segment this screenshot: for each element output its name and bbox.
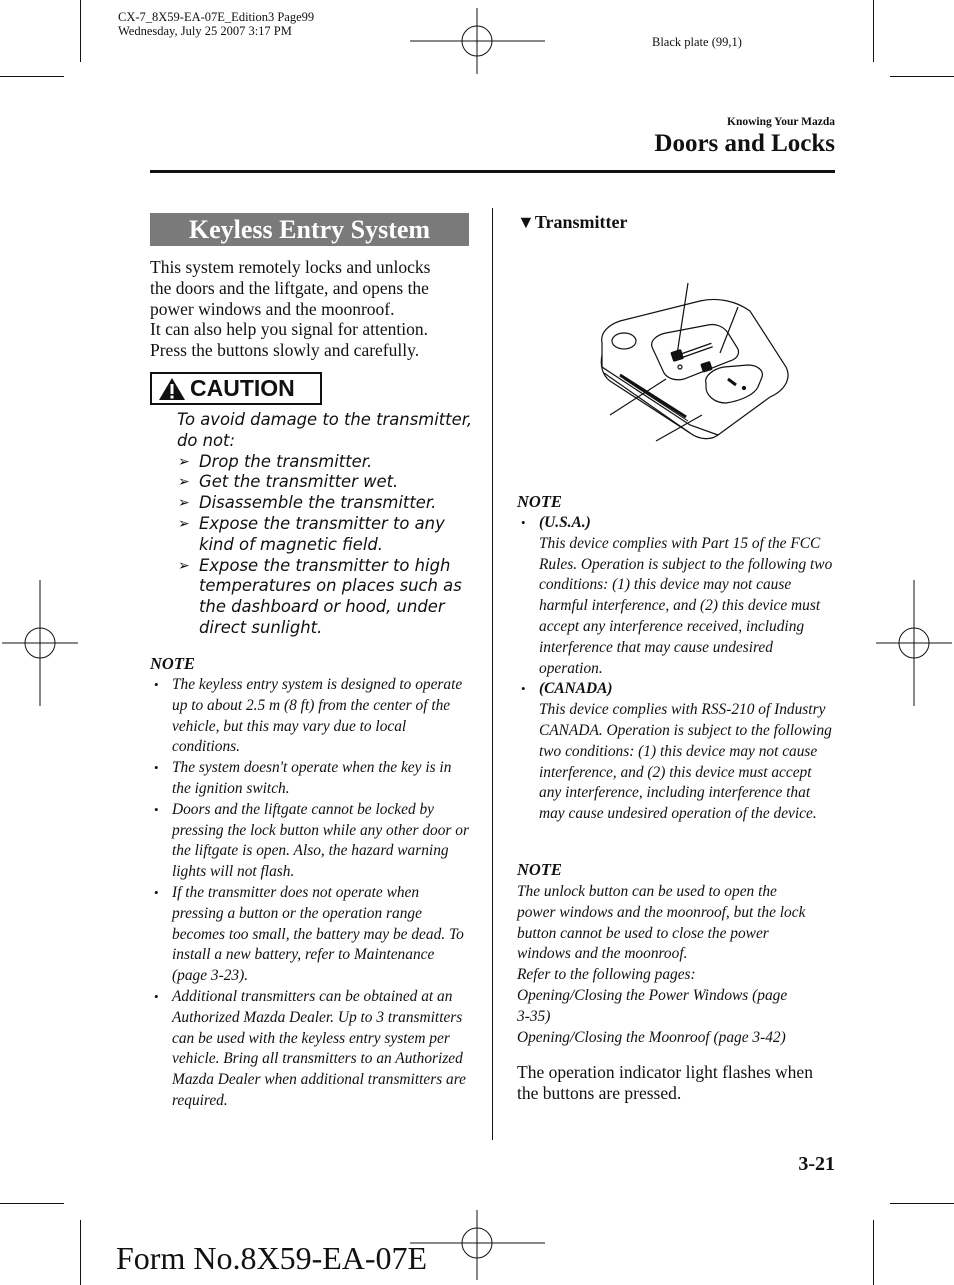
print-file-line: CX-7_8X59-EA-07E_Edition3 Page99 <box>118 10 315 24</box>
section-kicker: Knowing Your Mazda <box>727 116 835 128</box>
note-line: Opening/Closing the Moonroof (page 3-42) <box>517 1028 786 1046</box>
note-item: • If the transmitter does not operate when pressing a button or the operation range becomes too small, the battery may be dead. To install a new battery, refer to Maintenance (page 3-23). <box>150 883 472 987</box>
registration-mark-top <box>410 8 545 74</box>
note-list <box>150 675 472 1112</box>
note-item-canada <box>517 679 837 825</box>
print-plate: Black plate (99,1) <box>652 35 742 49</box>
note-line: button cannot be used to close the power <box>517 924 769 942</box>
note-item-usa <box>517 513 837 679</box>
closing-paragraph <box>517 1062 847 1104</box>
note-item-label: • (CANADA) <box>539 680 613 698</box>
transmitter-key-fob-illustration <box>590 275 795 445</box>
unlock-note-paragraph <box>517 882 847 1048</box>
page-number: 3-21 <box>798 1153 835 1175</box>
form-number: Form No.8X59-EA-07E <box>116 1240 428 1276</box>
caution-item: ➢ Expose the transmitter to any kind of magnetic field. <box>177 514 477 556</box>
note-item: • The system doesn't operate when the key is in the ignition switch. <box>150 758 472 800</box>
note-heading: NOTE <box>517 492 562 511</box>
transmitter-heading-text: Transmitter <box>534 212 628 232</box>
column-divider <box>492 208 493 1140</box>
note-heading: NOTE <box>150 654 195 673</box>
warning-triangle-icon <box>158 377 186 401</box>
note-line: Opening/Closing the Power Windows (page <box>517 986 788 1004</box>
caution-list <box>177 452 477 639</box>
caution-item: ➢ Disassemble the transmitter. <box>177 493 477 514</box>
note-line: windows and the moonroof. <box>517 945 688 963</box>
transmitter-heading <box>517 212 627 233</box>
intro-line: It can also help you signal for attention. <box>150 319 428 340</box>
intro-paragraph <box>150 257 480 361</box>
note-item-text: This device complies with RSS-210 of Industry CANADA. Operation is subject to the following two conditions: (1) this device may not cause interference, and (2) this device must accept any interference, including interference that may cause undesired operation of the device. <box>539 701 832 823</box>
caution-lead: do not: <box>177 430 236 450</box>
triangle-down-icon: ▼ <box>517 212 535 232</box>
intro-line: Press the buttons slowly and carefully. <box>150 340 420 361</box>
caution-box <box>150 372 322 405</box>
registration-mark-left <box>2 580 78 706</box>
caution-content <box>177 410 477 639</box>
note-line: The unlock button can be used to open the <box>517 883 777 900</box>
registration-mark-bottom <box>410 1210 545 1280</box>
print-date-line: Wednesday, July 25 2007 3:17 PM <box>118 24 292 38</box>
note-item: • The keyless entry system is designed to operate up to about 2.5 m (8 ft) from the center of the vehicle, but this may vary due to local conditions. <box>150 675 472 758</box>
intro-line: This system remotely locks and unlocks <box>150 257 431 277</box>
note-item-text: This device complies with Part 15 of the FCC Rules. Operation is subject to the following two conditions: (1) this device may not cause harmful interference, and (2) this device must accept any interference received, including interference that may cause undesired operation. <box>539 534 833 677</box>
fcc-note-list <box>517 513 837 825</box>
note-line: 3-35) <box>517 1007 551 1025</box>
intro-line: power windows and the moonroof. <box>150 298 395 319</box>
note-line: power windows and the moonroof, but the lock <box>517 903 806 921</box>
page-title: Doors and Locks <box>654 130 835 157</box>
note-item-label: • (U.S.A.) <box>539 514 591 531</box>
registration-mark-right <box>876 580 952 706</box>
note-heading: NOTE <box>517 860 562 879</box>
note-item: • Additional transmitters can be obtained at an Authorized Mazda Dealer. Up to 3 transmitters can be used with the keyless entry system per vehicle. Bring all transmitters to an Authorized Mazda Dealer when additional transmitters are required. <box>150 987 472 1112</box>
caution-item: ➢ Expose the transmitter to high temperatures on places such as the dashboard or hood, under direct sunlight. <box>177 556 477 639</box>
closing-line: the buttons are pressed. <box>517 1082 682 1103</box>
caution-item: ➢ Drop the transmitter. <box>177 452 477 473</box>
caution-item: ➢ Get the transmitter wet. <box>177 472 477 493</box>
note-line: Refer to the following pages: <box>517 966 696 984</box>
intro-line: the doors and the liftgate, and opens the <box>150 277 429 298</box>
section-banner: Keyless Entry System <box>150 213 469 246</box>
closing-line: The operation indicator light flashes when <box>517 1062 813 1082</box>
caution-lead: To avoid damage to the transmitter, <box>177 410 473 429</box>
note-item: • Doors and the liftgate cannot be locked by pressing the lock button while any other door or the liftgate is open. Also, the hazard warning lights will not flash. <box>150 800 472 883</box>
header-rule <box>150 170 835 173</box>
caution-label: CAUTION <box>190 375 295 401</box>
